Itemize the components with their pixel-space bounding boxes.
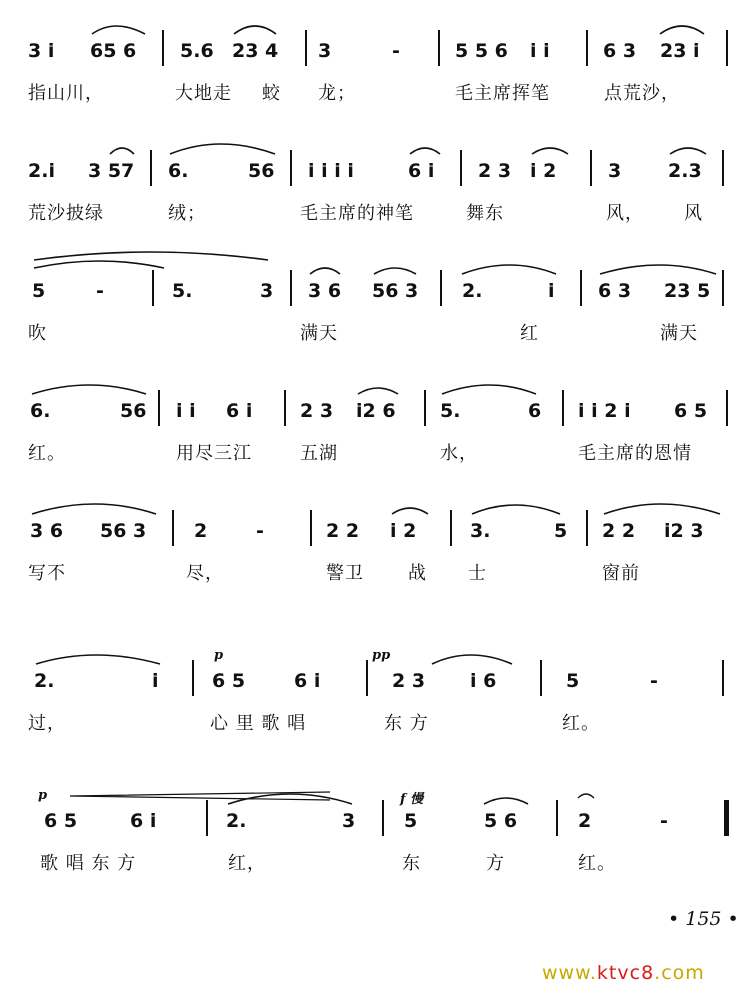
note-group: 5 [554, 520, 568, 542]
note-group: 56 3 [100, 520, 147, 542]
note-group: 6 i [294, 670, 321, 692]
lyric-text: 红。 [28, 443, 66, 464]
notation-line [0, 130, 750, 190]
note-group: i i [176, 400, 196, 422]
note-group: 3 [260, 280, 274, 302]
lyric-text: 心 里 歌 唱 [210, 713, 307, 734]
note-group: 6. [30, 400, 51, 422]
final-bar-line [724, 800, 729, 836]
lyric-text: 毛主席挥笔 [455, 83, 550, 104]
note-group: i2 3 [664, 520, 704, 542]
note-group: 6 [528, 400, 542, 422]
bar-line [722, 270, 724, 306]
note-group: 5 [32, 280, 46, 302]
note-group: 2 3 [478, 160, 512, 182]
note-group: 6 3 [603, 40, 637, 62]
bar-line [150, 150, 152, 186]
dynamic-mark: p [214, 648, 224, 663]
note-group: 3 57 [88, 160, 135, 182]
note-group: i 2 [390, 520, 417, 542]
note-group: 56 [248, 160, 275, 182]
lyric-text: 水， [440, 443, 478, 464]
note-group: i 6 [470, 670, 497, 692]
lyric-text: 毛主席的神笔 [300, 203, 414, 224]
note-group: 65 6 [90, 40, 137, 62]
note-group: 5.6 [180, 40, 214, 62]
note-group: 2 2 [326, 520, 360, 542]
note-group: - [392, 40, 400, 62]
site-watermark [542, 962, 705, 984]
note-group: 3 [608, 160, 622, 182]
note-group: 56 [120, 400, 147, 422]
lyric-text: 窗前 [602, 563, 640, 584]
bar-line [586, 30, 588, 66]
bar-line [556, 800, 558, 836]
dynamic-mark: f 慢 [400, 792, 424, 807]
lyric-text: 士 [468, 563, 487, 584]
bar-line [152, 270, 154, 306]
lyric-text: 战 [408, 563, 427, 584]
note-group: 3 6 [308, 280, 342, 302]
note-group: 23 4 [232, 40, 279, 62]
note-group: 23 i [660, 40, 700, 62]
note-group: 2. [462, 280, 483, 302]
lyric-text: 点荒沙， [604, 83, 680, 104]
dynamic-mark: p [38, 788, 48, 803]
note-group: 2.i [28, 160, 55, 182]
lyric-text: 蛟 [262, 83, 281, 104]
bar-line [450, 510, 452, 546]
lyric-text: 写不 [28, 563, 66, 584]
lyric-text: 满天 [660, 323, 698, 344]
note-group: 6 i [130, 810, 157, 832]
note-group: 2 [194, 520, 208, 542]
score-row-5 [0, 490, 750, 610]
note-group: 6 i [408, 160, 435, 182]
note-group: 56 3 [372, 280, 419, 302]
bar-line [438, 30, 440, 66]
score-row-2 [0, 130, 750, 250]
site-watermark-suffix: .com [654, 962, 705, 984]
bar-line [192, 660, 194, 696]
bar-line [290, 270, 292, 306]
bar-line [382, 800, 384, 836]
note-group: 6 i [226, 400, 253, 422]
lyric-text: 五湖 [300, 443, 338, 464]
note-group: - [96, 280, 104, 302]
lyric-text: 警卫 [326, 563, 364, 584]
note-group: - [256, 520, 264, 542]
lyric-text: 红 [520, 323, 539, 344]
site-watermark-prefix: www. [542, 962, 597, 984]
note-group: 3 [342, 810, 356, 832]
note-group: - [650, 670, 658, 692]
note-group: 6 5 [674, 400, 708, 422]
bar-line [722, 660, 724, 696]
site-watermark-brand: ktvc8 [596, 962, 655, 984]
score-row-4 [0, 370, 750, 490]
lyric-text: 方 [486, 853, 505, 874]
note-group: i i 2 i [578, 400, 631, 422]
note-group: 2 2 [602, 520, 636, 542]
note-group: i i i i [308, 160, 354, 182]
note-group: 6 5 [44, 810, 78, 832]
lyric-text: 红。 [578, 853, 616, 874]
lyric-text: 大地走 [175, 83, 232, 104]
bar-line [290, 150, 292, 186]
lyric-text: 东 方 [384, 713, 429, 734]
notation-line [0, 370, 750, 430]
note-group: 6 3 [598, 280, 632, 302]
lyric-text: 风， [606, 203, 644, 224]
lyric-text: 风 [684, 203, 703, 224]
bar-line [586, 510, 588, 546]
bar-line [540, 660, 542, 696]
note-group: 3. [470, 520, 491, 542]
lyric-text: 吹 [28, 323, 47, 344]
notation-line [0, 780, 750, 840]
bar-line [424, 390, 426, 426]
bar-line [305, 30, 307, 66]
notation-line [0, 640, 750, 700]
note-group: 6. [168, 160, 189, 182]
lyric-text: 用尽三江 [176, 443, 252, 464]
bar-line [366, 660, 368, 696]
score-row-3 [0, 250, 750, 370]
bar-line [206, 800, 208, 836]
bar-line [562, 390, 564, 426]
note-group: 3 i [28, 40, 55, 62]
bar-line [726, 390, 728, 426]
note-group: 2. [226, 810, 247, 832]
note-group: 2. [34, 670, 55, 692]
lyric-text: 舞东 [466, 203, 504, 224]
note-group: 5 6 [484, 810, 518, 832]
note-group: 6 5 [212, 670, 246, 692]
note-group: i 2 [530, 160, 557, 182]
note-group: i i [530, 40, 550, 62]
notation-line [0, 490, 750, 550]
note-group: 3 [318, 40, 332, 62]
lyric-text: 东 [402, 853, 421, 874]
dynamic-mark: pp [372, 648, 391, 663]
lyric-text: 指山川， [28, 83, 104, 104]
notation-line [0, 250, 750, 310]
bar-line [440, 270, 442, 306]
lyric-text: 尽， [186, 563, 224, 584]
lyric-text: 绒； [168, 203, 206, 224]
note-group: 5 5 6 [455, 40, 508, 62]
lyric-text: 过， [28, 713, 66, 734]
note-group: 5. [172, 280, 193, 302]
lyric-text: 龙； [318, 83, 356, 104]
note-group: 3 6 [30, 520, 64, 542]
lyric-text: 歌 唱 东 方 [40, 853, 137, 874]
note-group: i [548, 280, 555, 302]
bar-line [460, 150, 462, 186]
score-row-1 [0, 10, 750, 130]
note-group: 5. [440, 400, 461, 422]
score-row-6 [0, 640, 750, 760]
lyric-text: 满天 [300, 323, 338, 344]
bar-line [726, 30, 728, 66]
bar-line [162, 30, 164, 66]
note-group: 2 3 [300, 400, 334, 422]
lyric-text: 红。 [562, 713, 600, 734]
bar-line [158, 390, 160, 426]
lyric-text: 毛主席的恩情 [578, 443, 692, 464]
score-row-7 [0, 780, 750, 900]
page-number: • 155 • [668, 908, 739, 930]
notation-line [0, 10, 750, 70]
note-group: - [660, 810, 668, 832]
note-group: 23 5 [664, 280, 711, 302]
note-group: i [152, 670, 159, 692]
note-group: 5 [566, 670, 580, 692]
bar-line [172, 510, 174, 546]
bar-line [722, 150, 724, 186]
lyric-text: 红， [228, 853, 266, 874]
lyric-text: 荒沙披绿 [28, 203, 104, 224]
note-group: 2 3 [392, 670, 426, 692]
note-group: 5 [404, 810, 418, 832]
bar-line [310, 510, 312, 546]
bar-line [284, 390, 286, 426]
note-group: 2.3 [668, 160, 702, 182]
bar-line [580, 270, 582, 306]
note-group: i2 6 [356, 400, 396, 422]
note-group: 2 [578, 810, 592, 832]
bar-line [590, 150, 592, 186]
